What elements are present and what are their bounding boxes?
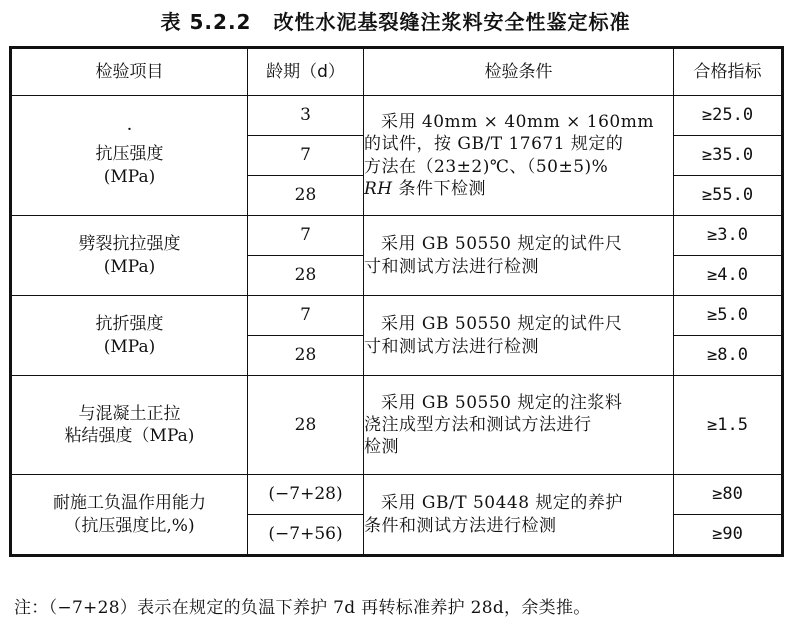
condition-bond — [364, 376, 674, 475]
item-name: 抗压强度 — [95, 144, 164, 165]
item-name: 耐施工负温作用能力 — [53, 493, 206, 514]
table-caption — [0, 6, 791, 35]
condition-line: 采用 GB/T 50448 规定的养护 — [381, 493, 623, 514]
header-criterion: 合格指标 — [674, 48, 783, 96]
condition-line: 检测 — [364, 437, 399, 458]
table-row — [11, 296, 783, 336]
bullet-mark: · — [126, 119, 133, 141]
condition-line: 寸和测试方法进行检测 — [364, 336, 539, 357]
criterion-cell: ≥5.0 — [674, 296, 783, 336]
criterion-cell: ≥80 — [674, 475, 783, 515]
item-unit: (MPa) — [103, 336, 156, 357]
safety-standard-table — [9, 46, 784, 557]
condition-flexural — [364, 296, 674, 376]
table-row — [11, 216, 783, 256]
item-unit: (MPa) — [103, 256, 156, 277]
item-name: 劈裂抗拉强度 — [78, 234, 181, 255]
age-cell: 7 — [248, 216, 364, 256]
condition-line: 采用 GB 50550 规定的注浆料 — [381, 392, 623, 413]
header-condition: 检验条件 — [364, 48, 674, 96]
table-note: 注：（−7+28）表示在规定的负温下养护 7d 再转标准养护 28d，余类推。 — [14, 598, 591, 618]
criterion-cell: ≥1.5 — [674, 376, 783, 475]
item-unit: (MPa) — [103, 166, 156, 187]
age-cell: 3 — [248, 96, 364, 136]
criterion-cell: ≥4.0 — [674, 256, 783, 296]
condition-splitting — [364, 216, 674, 296]
age-cell: 28 — [248, 176, 364, 216]
criterion-cell: ≥3.0 — [674, 216, 783, 256]
item-low-temp — [11, 475, 248, 556]
condition-compressive — [364, 96, 674, 216]
condition-low-temp — [364, 475, 674, 556]
condition-line: 的试件，按 GB/T 17671 规定的 — [364, 134, 624, 155]
table-row — [11, 96, 783, 136]
condition-text: 条件下检测 — [392, 178, 487, 199]
table-title: 改性水泥基裂缝注浆料安全性鉴定标准 — [273, 10, 631, 34]
item-name: 与混凝土正拉 — [78, 403, 181, 424]
item-unit: （抗压强度比,%) — [64, 515, 195, 536]
header-age: 龄期（d） — [248, 48, 364, 96]
item-bond — [11, 376, 248, 475]
condition-line: 浇注成型方法和测试方法进行 — [364, 414, 592, 435]
condition-line: 寸和测试方法进行检测 — [364, 256, 539, 277]
header-row — [11, 48, 783, 96]
item-name: 粘结强度（MPa) — [64, 426, 195, 446]
item-splitting — [11, 216, 248, 296]
condition-line — [364, 178, 673, 200]
criterion-cell: ≥55.0 — [674, 176, 783, 216]
condition-line: 方法在（23±2)℃、（50±5)% — [364, 156, 609, 177]
table-number: 表 5.2.2 — [160, 10, 252, 34]
condition-line: 采用 40mm × 40mm × 160mm — [381, 112, 654, 133]
age-cell: 28 — [248, 376, 364, 475]
condition-line: 采用 GB 50550 规定的试件尺 — [381, 234, 623, 255]
item-flexural — [11, 296, 248, 376]
table-row — [11, 376, 783, 475]
criterion-cell: ≥35.0 — [674, 136, 783, 176]
age-cell: 7 — [248, 296, 364, 336]
criterion-cell: ≥25.0 — [674, 96, 783, 136]
age-cell: 7 — [248, 136, 364, 176]
age-cell: (−7+56) — [248, 515, 364, 556]
condition-line: 条件和测试方法进行检测 — [364, 515, 557, 536]
item-name: 抗折强度 — [95, 314, 164, 335]
age-cell: 28 — [248, 256, 364, 296]
age-cell: (−7+28) — [248, 475, 364, 515]
item-compressive — [11, 96, 248, 216]
age-cell: 28 — [248, 336, 364, 376]
condition-line: 采用 GB 50550 规定的试件尺 — [381, 314, 623, 335]
table-row — [11, 475, 783, 515]
criterion-cell: ≥8.0 — [674, 336, 783, 376]
criterion-cell: ≥90 — [674, 515, 783, 556]
header-item: 检验项目 — [11, 48, 248, 96]
rh-symbol: RH — [364, 178, 393, 199]
